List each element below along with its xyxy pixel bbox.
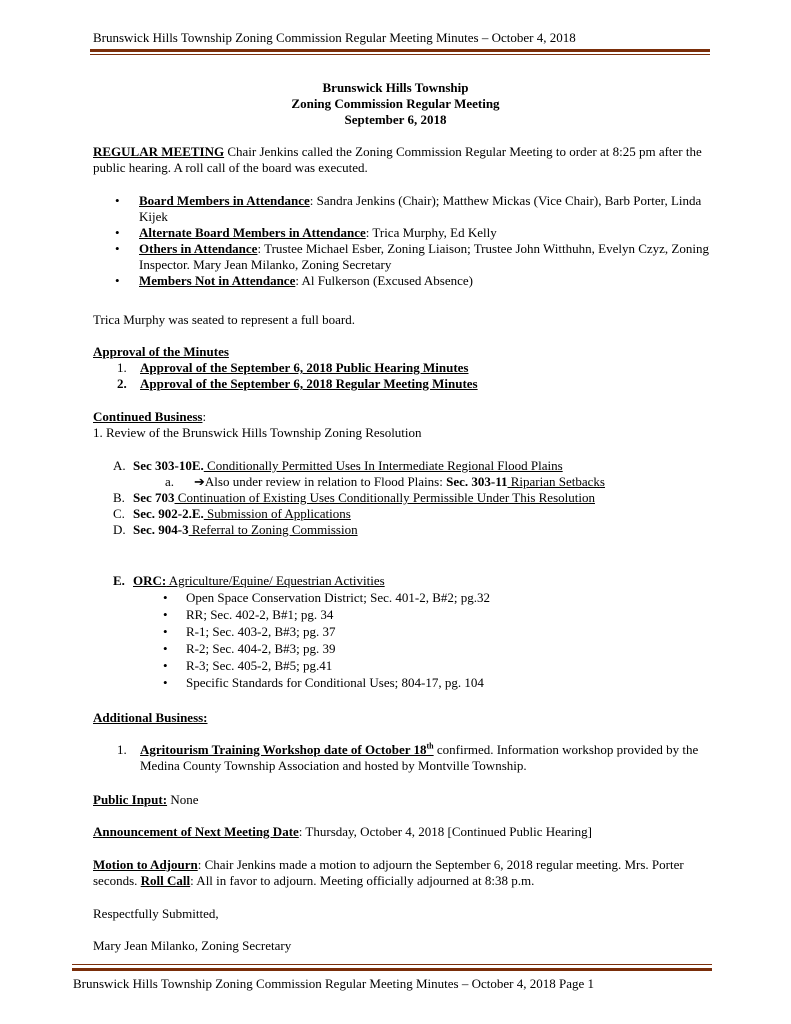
orc-description: Agriculture/Equine/ Equestrian Activities <box>166 573 385 588</box>
section-description: Referral to Zoning Commission <box>188 522 358 537</box>
section-description: Continuation of Existing Uses Conditionally Permissible Under This Resolution <box>174 490 595 505</box>
approval-heading: Approval of the Minutes <box>93 344 229 359</box>
additional-heading: Additional Business: <box>93 710 208 725</box>
attendance-text: : Trica Murphy, Ed Kelly <box>365 225 497 240</box>
section-letter: B. <box>113 490 125 505</box>
document-title <box>0 80 791 128</box>
approval-number: 1. <box>117 360 127 375</box>
adjourn-label: Motion to Adjourn <box>93 857 198 872</box>
regular-meeting-paragraph <box>93 144 713 176</box>
attendance-list <box>93 193 713 289</box>
section-description: Submission of Applications <box>203 506 351 521</box>
orc-label: ORC: <box>133 573 167 588</box>
approval-text: Approval of the September 6, 2018 Public Hearing Minutes <box>140 360 469 375</box>
orc-bullet: • Specific Standards for Conditional Uses; 804-17, pg. 104 <box>93 674 713 691</box>
title-line-1: Brunswick Hills Township <box>322 80 469 95</box>
approval-item <box>93 376 713 392</box>
section-item-e <box>93 573 713 589</box>
orc-bullet: • Open Space Conservation District; Sec. 401-2, B#2; pg.32 <box>93 589 713 606</box>
section-letter: E. <box>113 573 125 588</box>
section-description: Conditionally Permitted Uses In Intermediate Regional Flood Plains <box>203 458 563 473</box>
section-item-b <box>93 490 713 506</box>
continued-heading: Continued Business <box>93 409 203 424</box>
continued-colon: : <box>202 409 207 424</box>
resolution-sections <box>93 458 713 538</box>
roll-call-text: : All in favor to adjourn. Meeting officially adjourned at 8:38 p.m. <box>190 873 535 888</box>
section-item-a <box>93 458 713 474</box>
public-input-text: None <box>167 792 199 807</box>
seated-note: Trica Murphy was seated to represent a full board. <box>93 312 355 327</box>
additional-row <box>93 742 713 774</box>
header-rule-thin <box>90 54 710 55</box>
additional-bold-text <box>140 742 434 757</box>
attendance-label: Members Not in Attendance <box>139 273 296 288</box>
footer-rule-thin <box>72 964 712 965</box>
adjourn-text: : Chair Jenkins made a motion to adjourn the September 6, 2018 regular meeting. Mrs. Porter seconds. <box>93 857 684 888</box>
attendance-label: Others in Attendance <box>139 241 258 256</box>
section-letter: A. <box>113 458 126 473</box>
title-line-2: Zoning Commission Regular Meeting <box>291 96 500 111</box>
section-item-c <box>93 506 713 522</box>
approval-number: 2. <box>117 376 127 391</box>
attendance-text: : Al Fulkerson (Excused Absence) <box>295 273 473 288</box>
additional-bold-main: Agritourism Training Workshop date of October 18 <box>140 742 427 757</box>
header-rule-thick <box>90 49 710 52</box>
additional-item <box>93 742 713 774</box>
section-number: Sec 703 <box>133 490 175 505</box>
sub-item-text: Also under review in relation to Flood Plains: <box>204 474 447 489</box>
attendance-item <box>93 241 713 273</box>
section-letter: C. <box>113 506 125 521</box>
arrow-icon: ➔ <box>194 474 205 489</box>
approval-section <box>93 344 713 392</box>
orc-bullet: • RR; Sec. 402-2, B#1; pg. 34 <box>93 606 713 623</box>
additional-superscript: th <box>426 741 434 751</box>
next-meeting <box>93 824 713 840</box>
section-number: Sec 303-10E. <box>133 458 204 473</box>
page-footer: Brunswick Hills Township Zoning Commission Regular Meeting Minutes – October 4, 2018 Page 1 <box>73 976 594 991</box>
sub-item-section: Sec. 303-11 <box>446 474 508 489</box>
section-number: Sec. 902-2.E. <box>133 506 204 521</box>
regular-meeting-text: Chair Jenkins called the Zoning Commission Regular Meeting to order at 8:25 pm after the public hearing. A roll call of the board was executed. <box>93 144 702 175</box>
attendance-text: : Sandra Jenkins (Chair); Matthew Mickas (Vice Chair), Barb Porter, Linda Kijek <box>139 193 702 224</box>
section-number: Sec. 904-3 <box>133 522 189 537</box>
section-item-d <box>93 522 713 538</box>
next-meeting-label: Announcement of Next Meeting Date <box>93 824 299 839</box>
continued-business-section <box>93 409 713 441</box>
approval-item <box>93 360 713 376</box>
orc-bullet: • R-1; Sec. 403-2, B#3; pg. 37 <box>93 623 713 640</box>
public-input-label: Public Input: <box>93 792 168 807</box>
regular-meeting-label: REGULAR MEETING <box>93 144 225 159</box>
roll-call-label: Roll Call <box>140 873 191 888</box>
additional-number: 1. <box>117 742 127 757</box>
signature: Mary Jean Milanko, Zoning Secretary <box>93 938 292 953</box>
public-input <box>93 792 713 808</box>
additional-rest: confirmed. Information workshop provided by the Medina County Township Association and hosted by Montville Township. <box>140 742 699 773</box>
section-sub-item-a <box>93 474 713 490</box>
orc-bullet: • R-2; Sec. 404-2, B#3; pg. 39 <box>93 640 713 657</box>
attendance-text: : Trustee Michael Esber, Zoning Liaison; Trustee John Witthuhn, Evelyn Czyz, Zoning Inspector. Mary Jean Milanko, Zoning Secretary <box>139 241 709 272</box>
sub-item-description: Riparian Setbacks <box>507 474 605 489</box>
attendance-label: Alternate Board Members in Attendance <box>139 225 366 240</box>
sub-item-letter: a. <box>165 474 175 489</box>
section-letter: D. <box>113 522 126 537</box>
page-header: Brunswick Hills Township Zoning Commission Regular Meeting Minutes – October 4, 2018 <box>93 30 576 45</box>
title-line-3: September 6, 2018 <box>344 112 447 127</box>
attendance-label: Board Members in Attendance <box>139 193 310 208</box>
next-meeting-text: : Thursday, October 4, 2018 [Continued Public Hearing] <box>298 824 592 839</box>
continued-intro: 1. Review of the Brunswick Hills Township Zoning Resolution <box>93 425 422 440</box>
footer-rule-thick <box>72 968 712 971</box>
approval-text: Approval of the September 6, 2018 Regular Meeting Minutes <box>140 376 478 391</box>
attendance-item <box>93 193 713 225</box>
attendance-item <box>93 273 713 289</box>
orc-bullet-list <box>93 589 713 691</box>
attendance-item <box>93 225 713 241</box>
orc-bullet: • R-3; Sec. 405-2, B#5; pg.41 <box>93 657 713 674</box>
adjourn-paragraph <box>93 857 713 889</box>
orc-section <box>93 573 713 691</box>
closing: Respectfully Submitted, <box>93 906 219 921</box>
